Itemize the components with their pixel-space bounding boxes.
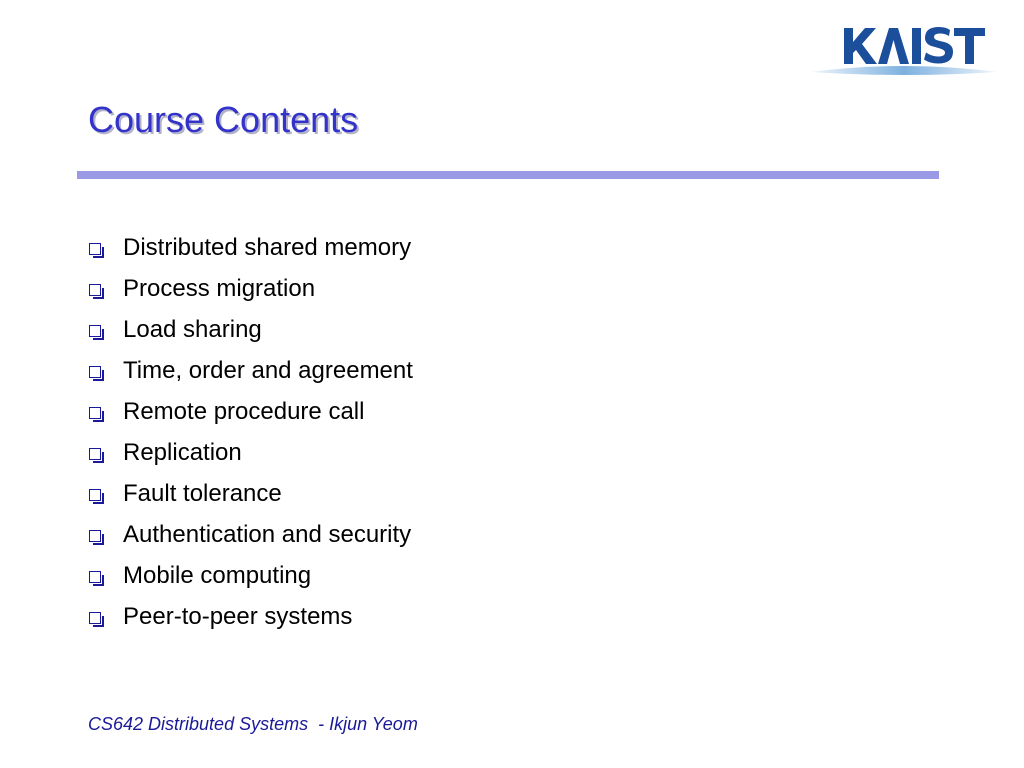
list-item [89, 391, 413, 432]
bullet-text: Fault tolerance [123, 479, 282, 507]
bullet-text: Load sharing [123, 315, 262, 343]
hollow-square-bullet-icon [89, 530, 101, 542]
hollow-square-bullet-icon [89, 407, 101, 419]
bullet-text: Replication [123, 438, 242, 466]
bullet-text: Remote procedure call [123, 397, 365, 425]
hollow-square-bullet-icon [89, 366, 101, 378]
bullet-text: Time, order and agreement [123, 356, 413, 384]
bullet-text: Peer-to-peer systems [123, 602, 353, 630]
bullet-text: Distributed shared memory [123, 233, 412, 261]
hollow-square-bullet-icon [89, 284, 101, 296]
list-item [89, 227, 413, 268]
hollow-square-bullet-icon [89, 489, 101, 501]
slide-title: Course Contents [88, 99, 359, 140]
title-divider [77, 171, 939, 179]
hollow-square-bullet-icon [89, 243, 101, 255]
hollow-square-bullet-icon [89, 325, 101, 337]
hollow-square-bullet-icon [89, 448, 101, 460]
list-item [89, 514, 413, 555]
kaist-logo-icon [808, 18, 1000, 80]
hollow-square-bullet-icon [89, 612, 101, 624]
list-item [89, 473, 413, 514]
bullet-text: Mobile computing [123, 561, 312, 589]
list-item [89, 350, 413, 391]
bullet-text: Authentication and security [123, 520, 412, 548]
list-item [89, 309, 413, 350]
list-item [89, 596, 413, 637]
bullet-list [89, 227, 413, 637]
bullet-text: Process migration [123, 274, 316, 302]
slide-footer: CS642 Distributed Systems - Ikjun Yeom [88, 714, 418, 734]
list-item [89, 555, 413, 596]
list-item [89, 268, 413, 309]
hollow-square-bullet-icon [89, 571, 101, 583]
list-item [89, 432, 413, 473]
